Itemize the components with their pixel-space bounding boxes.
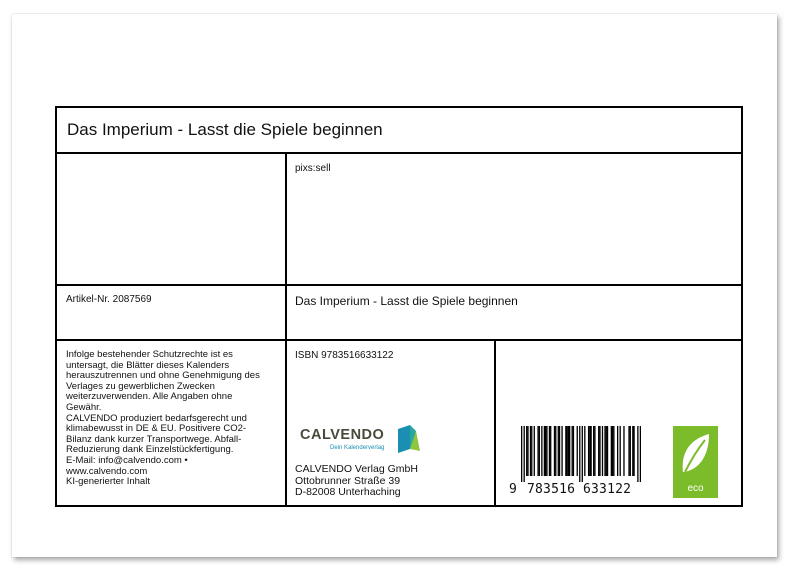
barcode-bar [566, 426, 567, 476]
divider [57, 339, 741, 341]
barcode-bar [598, 426, 599, 476]
legal-line: weiterzuverwenden. Alle Angaben ohne [66, 391, 233, 403]
barcode-bar [549, 426, 550, 476]
barcode-bar [572, 426, 573, 476]
isbn: ISBN 9783516633122 [295, 350, 394, 361]
barcode-bar [630, 426, 631, 476]
leaf-icon [679, 432, 712, 476]
image-credit: pixs:sell [295, 163, 331, 174]
barcode-bar [537, 426, 538, 476]
barcode-bar [546, 426, 547, 476]
barcode-bar [606, 426, 607, 476]
logo-tagline: Dein Kalenderverlag [330, 445, 385, 451]
barcode-bar [555, 426, 556, 476]
barcode-bar [524, 426, 525, 482]
barcode-first-digit: 9 [509, 482, 517, 497]
legal-line: Reduzierung dank Einzelstückfertigung. [66, 444, 234, 456]
legal-line: CALVENDO produziert bedarfsgerecht und [66, 412, 247, 424]
legal-line: www.calvendo.com [66, 465, 148, 477]
calendar-flag-icon [396, 425, 420, 453]
barcode-bar [628, 426, 629, 476]
barcode-bar [527, 426, 528, 476]
barcode-bar [602, 426, 603, 476]
eco-label: eco [687, 483, 704, 494]
article-title: Das Imperium - Lasst die Spiele beginnen [295, 294, 518, 308]
barcode-bar [599, 426, 600, 476]
barcode-group-1: 783516 [527, 482, 576, 497]
barcode-group-2: 633122 [583, 482, 632, 497]
barcode-bar [531, 426, 532, 476]
info-table [55, 106, 743, 507]
calvendo-logo [300, 423, 420, 457]
barcode-bar [565, 426, 566, 476]
barcode-bar [577, 426, 578, 476]
barcode-bar [613, 426, 614, 476]
logo-wordmark: CALVENDO [300, 427, 385, 443]
barcode-bar [541, 426, 542, 476]
barcode-bar [554, 426, 555, 476]
legal-line: Gewähr. [66, 401, 102, 413]
legal-line: herauszutrennen und ohne Genehmigung des [66, 370, 260, 382]
legal-line: untersagt, die Blätter dieses Kalenders [66, 359, 230, 371]
barcode-bar [573, 426, 574, 476]
legal-line: KI-generierter Inhalt [66, 476, 150, 488]
barcode-bar [545, 426, 546, 476]
legal-line: E-Mail: info@calvendo.com • [66, 454, 188, 466]
barcode-bar [558, 426, 559, 476]
divider [57, 284, 741, 286]
barcode-bar [611, 426, 612, 476]
barcode-bar [632, 426, 633, 476]
divider [494, 339, 496, 505]
barcode-bar [590, 426, 591, 476]
barcode-bar [569, 426, 570, 476]
barcode-bar [579, 426, 580, 482]
barcode-bar [530, 426, 531, 476]
publisher-address [295, 464, 418, 499]
barcode-bar [620, 426, 621, 476]
barcode-bars [521, 426, 641, 482]
divider [57, 152, 741, 154]
barcode-bar [588, 426, 589, 476]
barcode-bar [589, 426, 590, 476]
publisher-street: Ottobrunner Straße 39 [295, 474, 401, 487]
barcode-bar [539, 426, 540, 476]
barcode-bar [604, 426, 605, 476]
barcode-bar [607, 426, 608, 476]
barcode-bar [584, 426, 585, 476]
publisher-name: CALVENDO Verlag GmbH [295, 463, 418, 475]
eco-badge [673, 426, 718, 498]
legal-line: Bilanz dank kurzer Transportwege. Abfall- [66, 433, 242, 445]
barcode-bar [594, 426, 595, 476]
legal-line: Infolge bestehender Schutzrechte ist es [66, 349, 233, 360]
divider [285, 152, 287, 505]
barcode-bar [640, 426, 641, 482]
barcode-bar [568, 426, 569, 476]
barcode-bar [582, 426, 583, 482]
barcode-bar [550, 426, 551, 476]
barcode-bar [561, 426, 562, 476]
barcode-bar [526, 426, 527, 476]
ean-barcode [509, 426, 641, 497]
article-number: Artikel-Nr. 2087569 [66, 294, 152, 305]
barcode-bar [617, 426, 618, 476]
barcode-bar [559, 426, 560, 476]
barcode-bar [637, 426, 638, 482]
publisher-city: D-82008 Unterhaching [295, 486, 401, 498]
legal-line: klimabewusst in DE & EU. Positivere CO2- [66, 423, 247, 435]
legal-line: Verlages zu gewerblichen Zwecken [66, 380, 215, 392]
barcode-bar [612, 426, 613, 476]
legal-notice [66, 350, 281, 488]
barcode-bar [521, 426, 522, 482]
barcode-bar [633, 426, 634, 476]
page-title: Das Imperium - Lasst die Spiele beginnen [67, 120, 383, 139]
barcode-bar [544, 426, 545, 476]
barcode-bar [593, 426, 594, 476]
barcode-bar [623, 426, 624, 476]
barcode-bar [534, 426, 535, 476]
